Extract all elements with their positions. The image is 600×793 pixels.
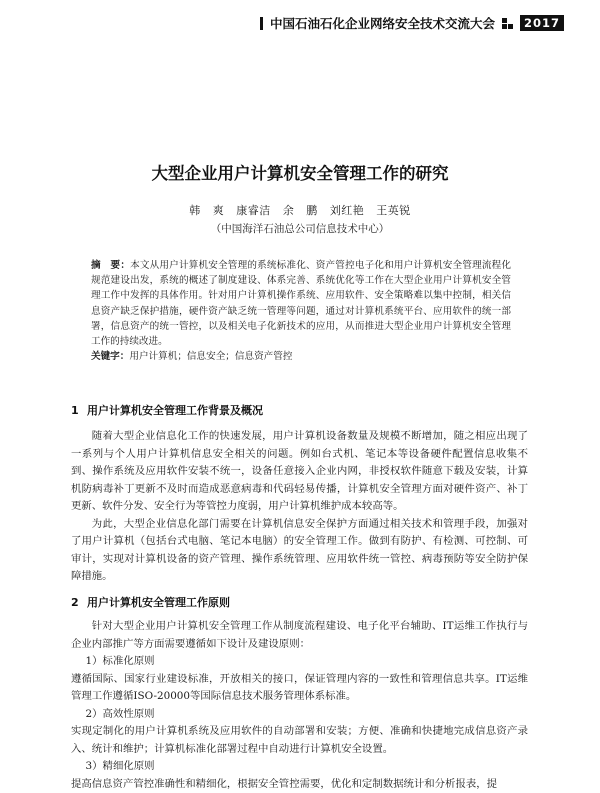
keywords-label: 关键字： xyxy=(91,351,129,362)
paragraph: 随着大型企业信息化工作的快速发展，用户计算机设备数量及规模不断增加，随之相应出现了一系列与个人用户计算机信息安全相关的问题。例如台式机、笔记本等设备硬件配置信息收集不到、操作系统及应用软件安装不统一，设备任意接入企业内网，非授权软件随意下载及安装，计算机防病毒补丁更新不及时而造成恶意病毒和代码轻易传播，计算机安全管理方面对硬件资产、补丁更新、软件分发、安全行为等管控力度弱，用户计算机维护成本较高等。 xyxy=(71,428,528,516)
principle-heading: 1）标准化原则 xyxy=(71,653,528,671)
header-bar-mark xyxy=(260,17,263,30)
paper-title: 大型企业用户计算机安全管理工作的研究 xyxy=(0,160,600,184)
paragraph: 为此，大型企业信息化部门需要在计算机信息安全保护方面通过相关技术和管理手段，加强对了用户计算机（包括台式电脑、笔记本电脑）的安全管理工作。做到有防护、有检测、可控制、可审计，实现对计算机设备的资产管理、操作系统管理、应用软件统一管控、病毒预防等安全防护保障措施。 xyxy=(71,516,528,586)
principle-heading: 3）精细化原则 xyxy=(71,758,528,776)
section-1-body xyxy=(71,428,528,586)
section-2-body xyxy=(71,618,528,793)
abstract-block xyxy=(91,258,511,349)
conference-header xyxy=(260,14,564,32)
paragraph: 提高信息资产管控准确性和精细化，根据安全管控需要，优化和定制数据统计和分析报表，提 xyxy=(71,776,528,793)
conference-year: 2017 xyxy=(520,15,564,31)
paper-authors: 韩 爽 康睿洁 余 鹏 刘红艳 王英锐 xyxy=(0,202,600,218)
section-1-heading xyxy=(71,402,263,418)
paragraph: 针对大型企业用户计算机安全管理工作从制度流程建设、电子化平台辅助、IT运维工作执行与企业内部推广等方面需要遵循如下设计及建设原则： xyxy=(71,618,528,653)
keywords-text: 用户计算机；信息安全；信息资产管控 xyxy=(129,351,292,362)
section-title: 用户计算机安全管理工作原则 xyxy=(87,596,230,609)
section-2-heading xyxy=(71,594,230,610)
paper-affiliation: （中国海洋石油总公司信息技术中心） xyxy=(0,221,600,236)
paragraph: 遵循国际、国家行业建设标准，开放相关的接口，保证管理内容的一致性和管理信息共享。IT运维管理工作遵循ISO-20000等国际信息技术服务管理体系标准。 xyxy=(71,671,528,706)
section-number: 1 xyxy=(71,404,87,417)
principle-heading: 2）高效性原则 xyxy=(71,706,528,724)
keywords-block xyxy=(91,348,511,362)
abstract-text: 本文从用户计算机安全管理的系统标准化、资产管控电子化和用户计算机安全管理流程化规范建设出发，系统的概述了制度建设、体系完善、系统优化等工作在大型企业用户计算机安全管理工作中发挥的具体作用。针对用户计算机操作系统、应用软件、安全策略难以集中控制，相关信息资产缺乏保护措施，硬件资产缺乏统一管理等问题，通过对计算机系统平台、应用软件的统一部署，信息资产的统一管控，以及相关电子化新技术的应用，从而推进大型企业用户计算机安全管理工作的持续改进。 xyxy=(91,260,511,347)
abstract-label: 摘 要： xyxy=(91,260,130,271)
section-title: 用户计算机安全管理工作背景及概况 xyxy=(87,404,263,417)
header-squares-mark xyxy=(502,18,513,29)
paragraph: 实现定制化的用户计算机系统及应用软件的自动部署和安装；方便、准确和快捷地完成信息资产录入、统计和维护；计算机标准化部署过程中自动进行计算机安全设置。 xyxy=(71,723,528,758)
conference-name: 中国石油石化企业网络安全技术交流大会 xyxy=(270,14,495,32)
section-number: 2 xyxy=(71,596,87,609)
